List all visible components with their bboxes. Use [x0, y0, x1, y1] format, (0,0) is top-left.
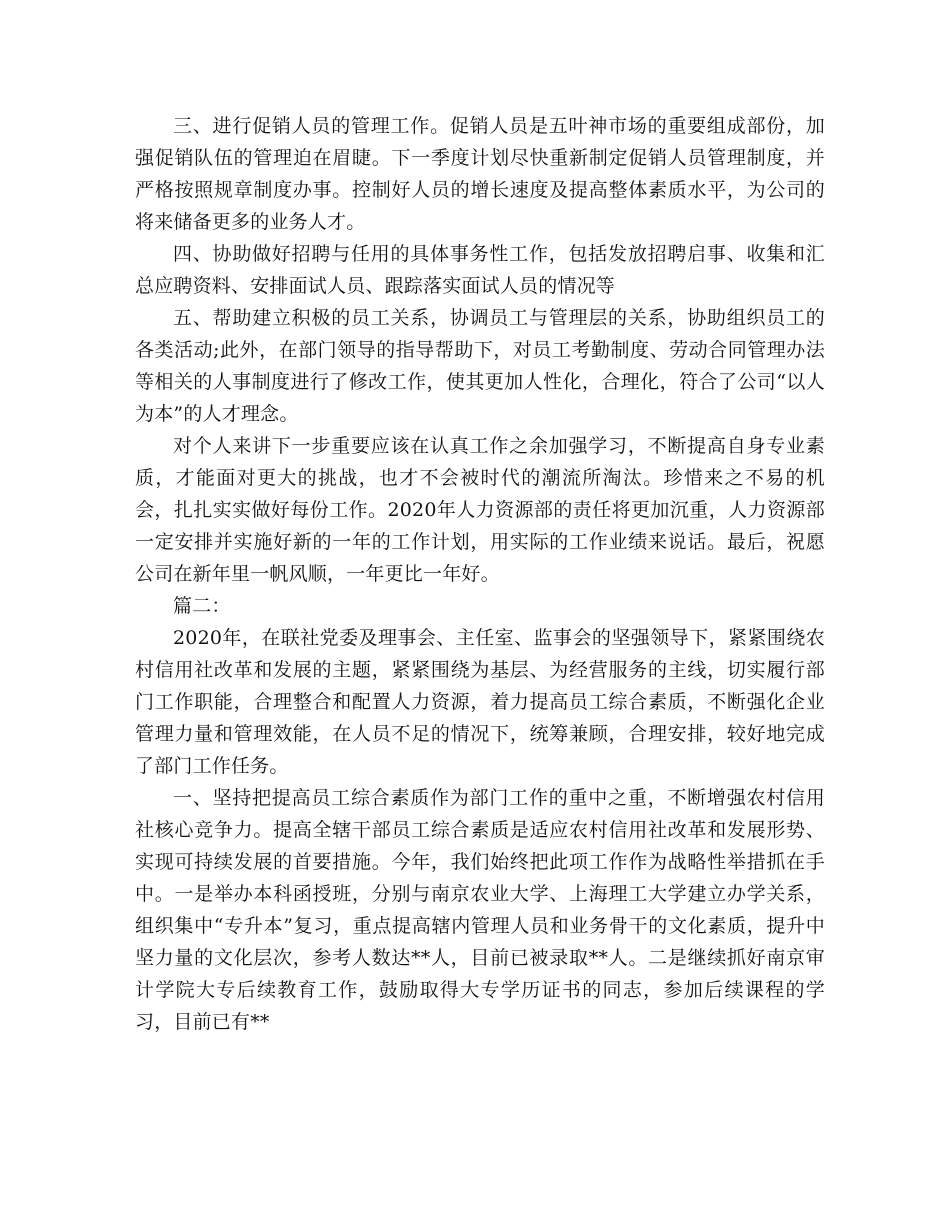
paragraph-personal-plan: 对个人来讲下一步重要应该在认真工作之余加强学习，不断提高自身专业素质，才能面对更大的挑战，也才不会被时代的潮流所淘汰。珍惜来之不易的机会，扎扎实实做好每份工作。2020年人力资源部的责任将更加沉重，人力资源部一定安排并实施好新的一年的工作计划，用实际的工作业绩来说话。最后，祝愿公司在新年里一帆风顺，一年更比一年好。	[135, 435, 825, 585]
document-body	[135, 110, 825, 1038]
paragraph-promotion-staff: 三、进行促销人员的管理工作。促销人员是五叶神市场的重要组成部份，加强促销队伍的管理迫在眉睫。下一季度计划尽快重新制定促销人员管理制度，并严格按照规章制度办事。控制好人员的增长速度及提高整体素质水平，为公司的将来储备更多的业务人才。	[135, 115, 825, 233]
section-heading-part-two: 篇二：	[173, 595, 231, 617]
paragraph-2020-summary: 2020年，在联社党委及理事会、主任室、监事会的坚强领导下，紧紧围绕农村信用社改革和发展的主题，紧紧围绕为基层、为经营服务的主线，切实履行部门工作职能，合理整合和配置人力资源，着力提高员工综合素质，不断强化企业管理力量和管理效能，在人员不足的情况下，统筹兼顾，合理安排，较好地完成了部门工作任务。	[135, 627, 825, 777]
paragraph-staff-quality: 一、坚持把提高员工综合素质作为部门工作的重中之重，不断增强农村信用社核心竞争力。提高全辖干部员工综合素质是适应农村信用社改革和发展形势、实现可持续发展的首要措施。今年，我们始终把此项工作作为战略性举措抓在手中。一是举办本科函授班，分别与南京农业大学、上海理工大学建立办学关系，组织集中“专升本”复习，重点提高辖内管理人员和业务骨干的文化素质，提升中坚力量的文化层次，参考人数达**人，目前已被录取**人。二是继续抓好南京审计学院大专后续教育工作，鼓励取得大专学历证书的同志，参加后续课程的学习，目前已有**	[135, 787, 825, 1033]
paragraph-employee-relations: 五、帮助建立积极的员工关系，协调员工与管理层的关系，协助组织员工的各类活动;此外，在部门领导的指导帮助下，对员工考勤制度、劳动合同管理办法等相关的人事制度进行了修改工作，使其更加人性化，合理化，符合了公司“以人为本”的人才理念。	[135, 307, 825, 425]
paragraph-recruitment: 四、协助做好招聘与任用的具体事务性工作，包括发放招聘启事、收集和汇总应聘资料、安排面试人员、跟踪落实面试人员的情况等	[135, 243, 825, 297]
